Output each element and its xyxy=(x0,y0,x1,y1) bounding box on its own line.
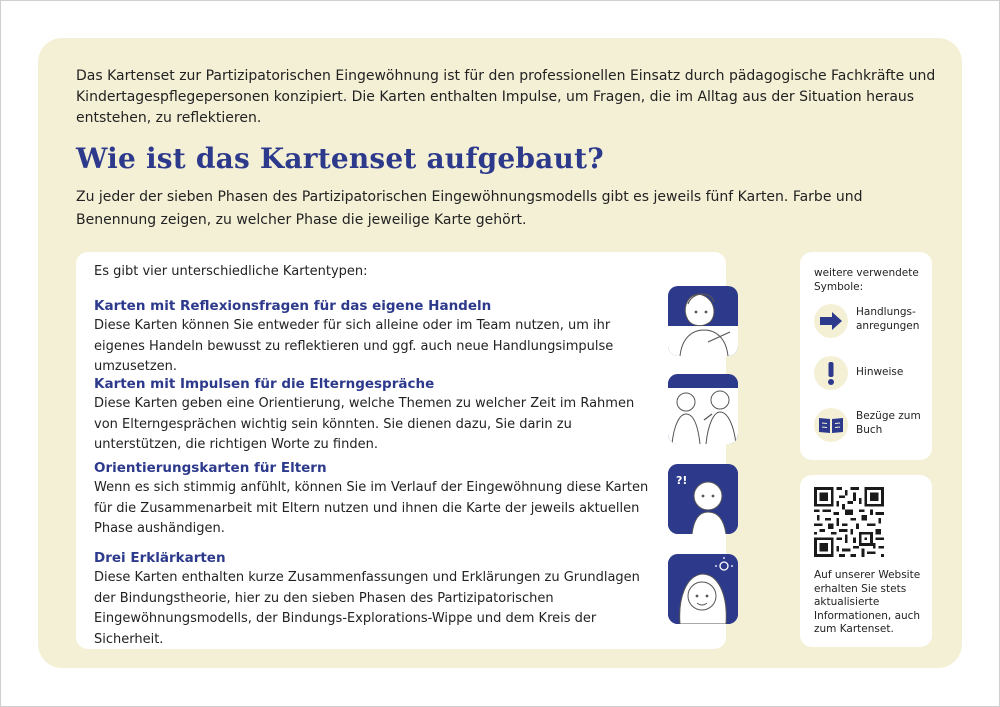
symbols-heading: weitere verwendete Symbole: xyxy=(814,267,919,293)
card-icon-badge: ?! xyxy=(676,474,688,487)
symbol-hint xyxy=(814,356,929,390)
card-type-reflection xyxy=(94,296,659,378)
card-type-orientation xyxy=(94,458,659,540)
girl-idea-illustration-icon xyxy=(668,554,738,624)
card-types-box xyxy=(76,252,726,649)
card-type-description: Diese Karten können Sie entweder für sich alleine oder im Team nutzen, um ihr eigenes Handeln bewusst zu reflektieren und ggf. auch neue Handlungsimpulse umzusetzen. xyxy=(94,318,614,374)
symbol-label: Handlungs-anregungen xyxy=(856,306,920,332)
symbols-legend xyxy=(800,252,932,460)
book-icon xyxy=(814,408,848,442)
symbol-label: Bezüge zum Buch xyxy=(856,410,921,436)
qr-code-icon[interactable] xyxy=(814,487,884,557)
card-type-parent-talks xyxy=(94,374,659,456)
card-type-title: Karten mit Reflexionsfragen für das eigene Handeln xyxy=(94,298,492,314)
child-questioning-illustration-icon xyxy=(668,464,738,534)
arrow-right-icon xyxy=(814,304,848,338)
qr-info-box xyxy=(800,475,932,647)
symbol-book xyxy=(814,408,929,442)
card-types-lead: Es gibt vier unterschiedliche Kartentypen: xyxy=(94,264,368,279)
exclamation-icon xyxy=(814,356,848,390)
card-type-description: Wenn es sich stimmig anfühlt, können Sie im Verlauf der Eingewöhnung diese Karten für die Zusammenarbeit mit Eltern nutzen und ihnen die Karte der jeweils aktuellen Phase aushändigen. xyxy=(94,480,649,536)
subintro-text: Zu jeder der sieben Phasen des Partizipatorischen Eingewöhnungsmodells gibt es jeweils fünf Karten. Farbe und Benennung zeigen, zu welcher Phase die jeweilige Karte gehört. xyxy=(76,189,863,228)
card-type-description: Diese Karten geben eine Orientierung, welche Themen zu welcher Zeit im Rahmen von Elterngesprächen wichtig sein könnten. Sie dienen dazu, Sie darin zu unterstützen, die richtigen Worte zu finden. xyxy=(94,396,635,452)
qr-description: Auf unserer Website erhalten Sie stets aktualisierte Informationen, auch zum Kartenset. xyxy=(814,569,921,635)
card-type-title: Orientierungskarten für Eltern xyxy=(94,460,327,476)
card-type-explanation xyxy=(94,548,659,650)
two-people-talking-illustration-icon xyxy=(668,374,738,444)
woman-writing-illustration-icon xyxy=(668,286,738,356)
symbol-action xyxy=(814,304,929,338)
intro-text: Das Kartenset zur Partizipatorischen Eingewöhnung ist für den professionellen Einsatz durch pädagogische Fachkräfte und Kindertagespflegepersonen konzipiert. Die Karten enthalten Impulse, um Fragen, die im Alltag aus der Situation heraus entstehen, zu reflektieren. xyxy=(76,68,936,126)
page-heading: Wie ist das Kartenset aufgebaut? xyxy=(76,142,604,175)
card-type-description: Diese Karten enthalten kurze Zusammenfassungen und Erklärungen zu Grundlagen der Bindungstheorie, hier zu den sieben Phasen des Partizipatorischen Eingewöhnungsmodells, der Bindungs-Explorations-Wippe und dem Kreis der Sicherheit. xyxy=(94,570,640,647)
card-type-title: Karten mit Impulsen für die Elterngespräche xyxy=(94,376,435,392)
symbol-label: Hinweise xyxy=(856,366,904,378)
card-type-title: Drei Erklärkarten xyxy=(94,550,226,566)
